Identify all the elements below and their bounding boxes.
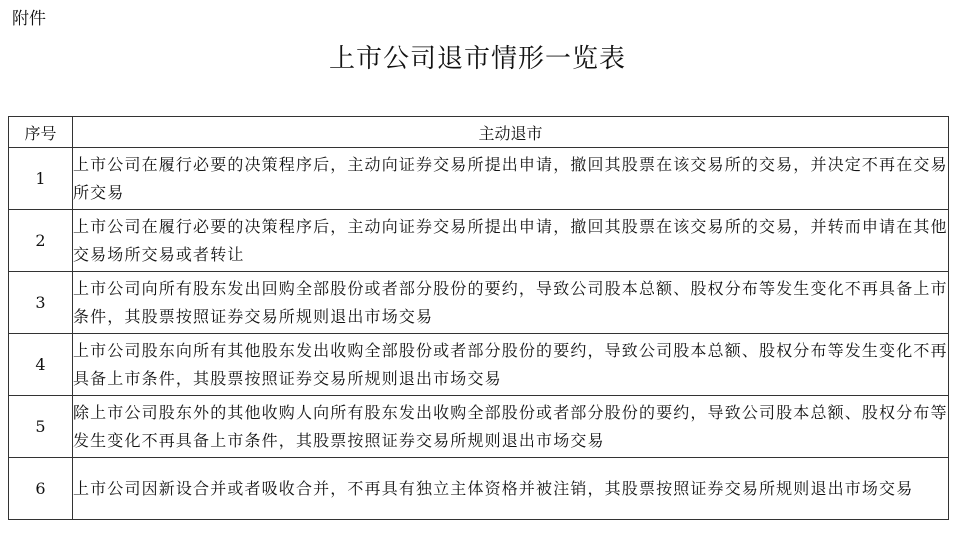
- table-row: [9, 396, 949, 458]
- row-text: 上市公司在履行必要的决策程序后，主动向证券交易所提出申请，撤回其股票在该交易所的交易，并决定不再在交易所交易: [73, 148, 949, 210]
- row-number: 4: [9, 334, 73, 396]
- table-row: [9, 272, 949, 334]
- row-text: 上市公司因新设合并或者吸收合并，不再具有独立主体资格并被注销，其股票按照证券交易所规则退出市场交易: [73, 458, 949, 520]
- row-text: 上市公司向所有股东发出回购全部股份或者部分股份的要约，导致公司股本总额、股权分布等发生变化不再具备上市条件，其股票按照证券交易所规则退出市场交易: [73, 272, 949, 334]
- header-category: 主动退市: [73, 117, 949, 148]
- row-number: 5: [9, 396, 73, 458]
- attachment-label: 附件: [12, 9, 46, 29]
- delisting-table: [8, 116, 949, 520]
- header-number: 序号: [9, 117, 73, 148]
- row-number: 6: [9, 458, 73, 520]
- row-number: 3: [9, 272, 73, 334]
- row-number: 2: [9, 210, 73, 272]
- row-text: 上市公司在履行必要的决策程序后，主动向证券交易所提出申请，撤回其股票在该交易所的交易，并转而申请在其他交易场所交易或者转让: [73, 210, 949, 272]
- row-number: 1: [9, 148, 73, 210]
- table-row: [9, 148, 949, 210]
- table-row: [9, 458, 949, 520]
- page-title: 上市公司退市情形一览表: [328, 44, 626, 74]
- table-header-row: [9, 117, 949, 148]
- row-text: 上市公司股东向所有其他股东发出收购全部股份或者部分股份的要约，导致公司股本总额、股权分布等发生变化不再具备上市条件，其股票按照证券交易所规则退出市场交易: [73, 334, 949, 396]
- table-row: [9, 210, 949, 272]
- table-row: [9, 334, 949, 396]
- row-text: 除上市公司股东外的其他收购人向所有股东发出收购全部股份或者部分股份的要约，导致公司股本总额、股权分布等发生变化不再具备上市条件，其股票按照证券交易所规则退出市场交易: [73, 396, 949, 458]
